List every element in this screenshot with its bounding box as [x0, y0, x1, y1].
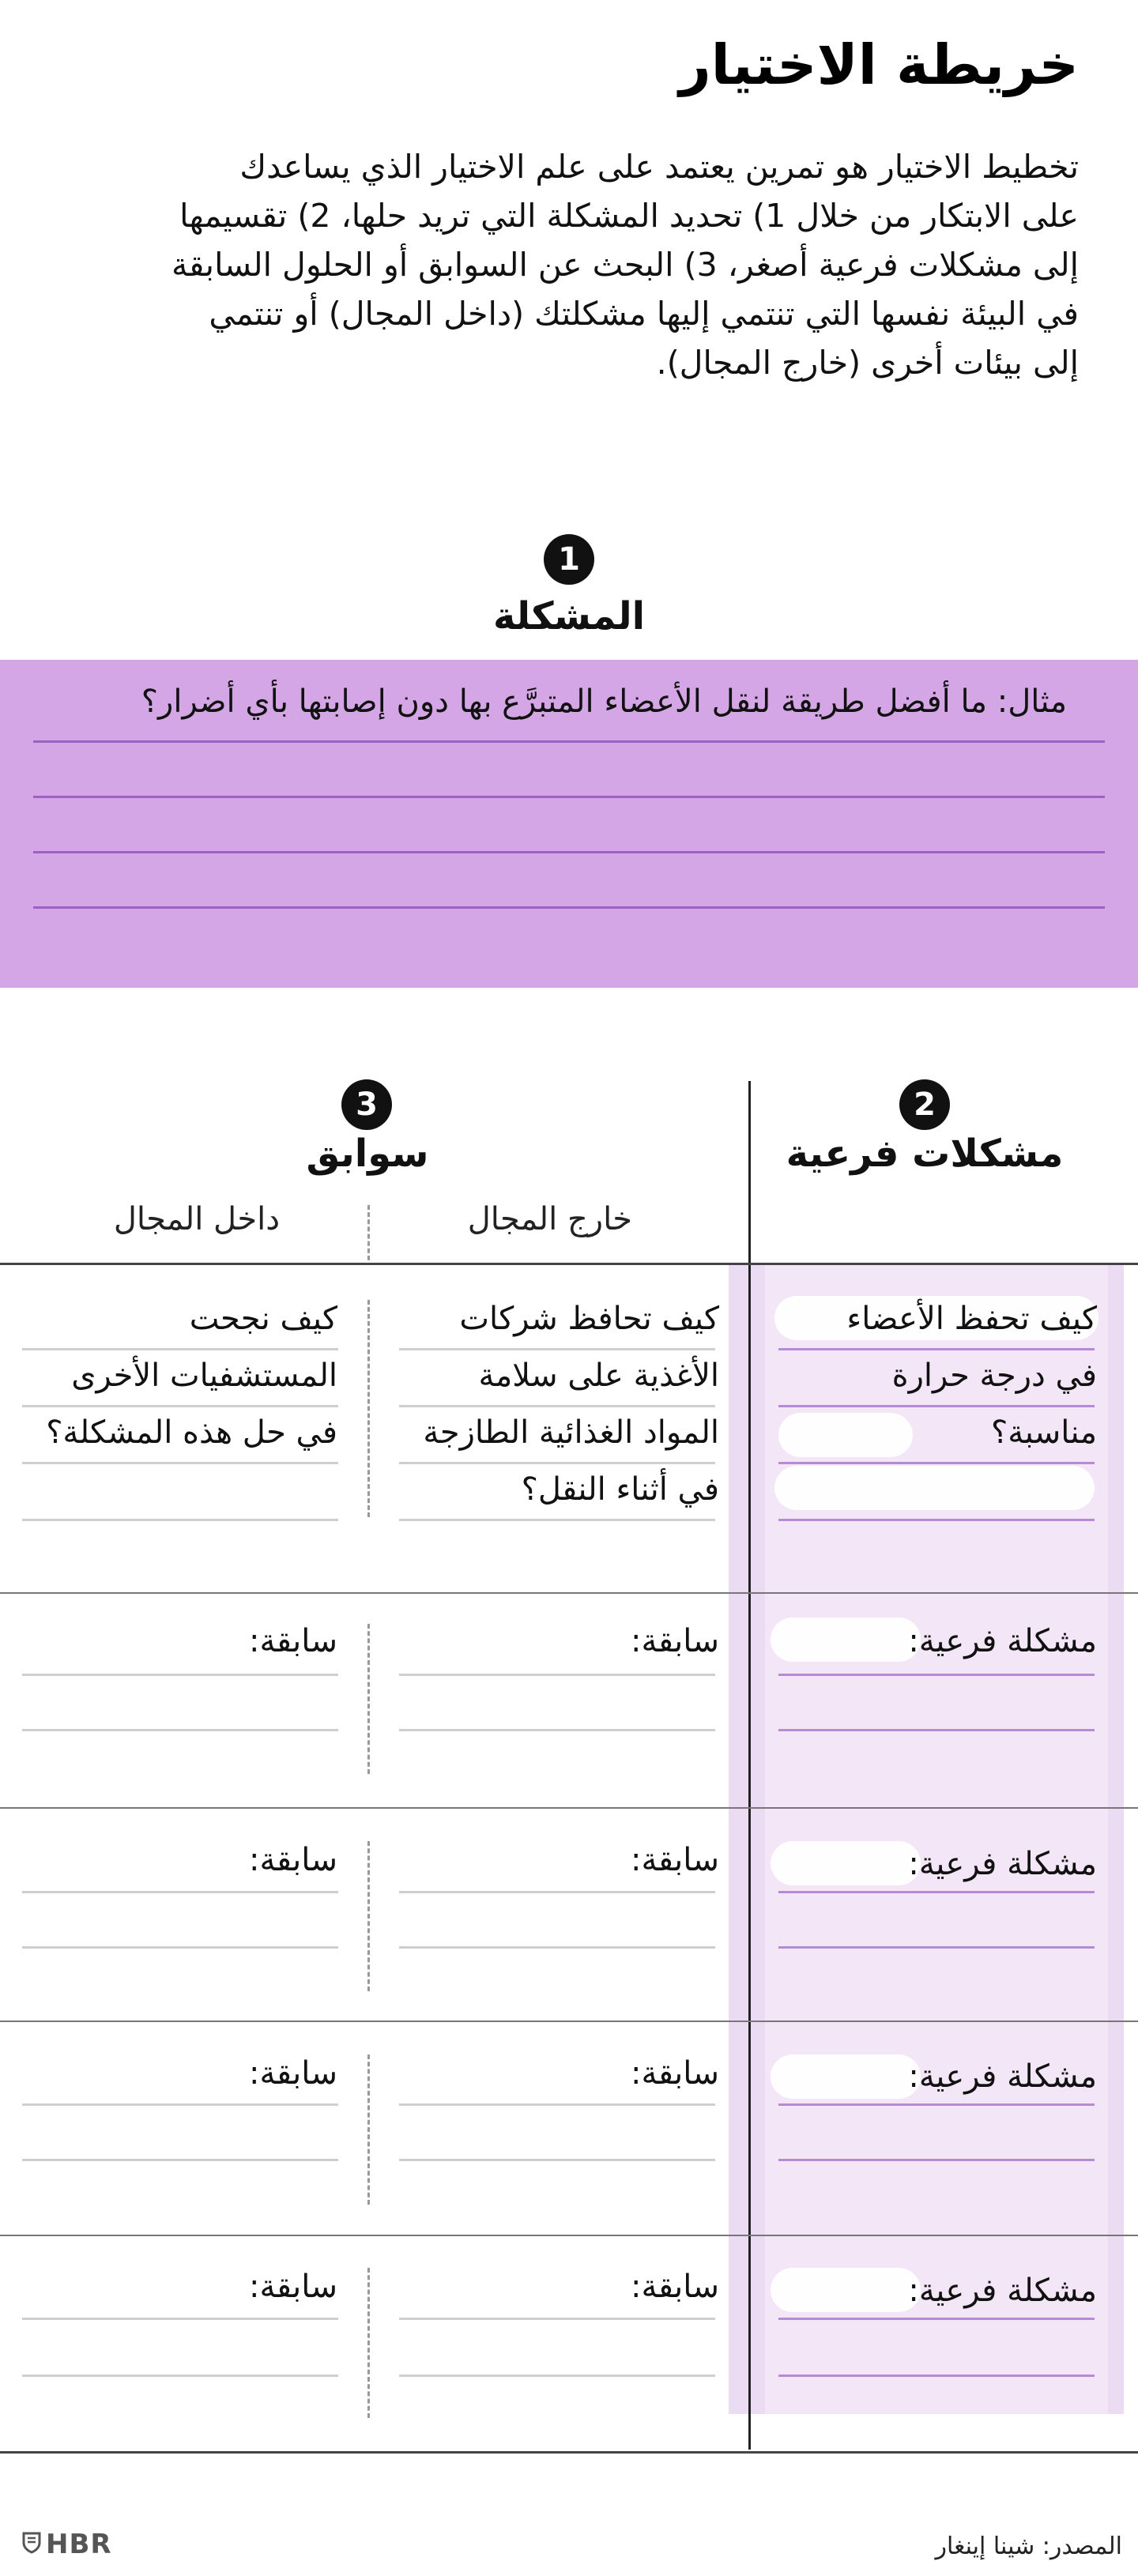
write-line[interactable]: [22, 2375, 338, 2377]
row-separator: [0, 1807, 1138, 1809]
subproblem-label: مشكلة فرعية:: [908, 1846, 1097, 1882]
write-line[interactable]: [778, 2159, 1095, 2161]
write-line[interactable]: [778, 1674, 1095, 1676]
step-2-number-icon: 2: [899, 1079, 950, 1130]
inside-precedent-label: سابقة:: [249, 2055, 337, 2092]
intro-line: إلى بيئات أخرى (خارج المجال).: [656, 344, 1079, 382]
outside-precedent-label: سابقة:: [631, 2269, 719, 2305]
example-subproblem-line: في درجة حرارة: [891, 1358, 1097, 1394]
write-line[interactable]: [22, 1891, 338, 1893]
inside-precedent-label: سابقة:: [249, 1623, 337, 1659]
write-line[interactable]: [399, 1462, 715, 1464]
problem-section: [0, 660, 1138, 988]
inside-domain-header: داخل المجال: [113, 1201, 280, 1237]
write-line[interactable]: [778, 2375, 1095, 2377]
write-line[interactable]: [399, 1405, 715, 1407]
highlight-blob: [771, 1618, 921, 1662]
write-line[interactable]: [778, 1348, 1095, 1350]
write-line[interactable]: [399, 1674, 715, 1676]
write-line[interactable]: [399, 1729, 715, 1731]
write-line[interactable]: [399, 2375, 715, 2377]
write-line[interactable]: [778, 1462, 1095, 1464]
subproblem-label: مشكلة فرعية:: [908, 2273, 1097, 2309]
inside-precedent-label: سابقة:: [249, 2269, 337, 2305]
write-line[interactable]: [399, 1891, 715, 1893]
highlight-blob: [771, 1841, 921, 1885]
write-line[interactable]: [778, 1405, 1095, 1407]
example-subproblem: [846, 1290, 1097, 1461]
page-title: خريطة الاختيار: [679, 32, 1079, 97]
column-divider-dashed: [367, 1300, 370, 1517]
brand-name: HBR: [46, 2529, 112, 2560]
intro-line: تخطيط الاختيار هو تمرين يعتمد على علم الاختيار الذي يساعدك: [239, 148, 1079, 186]
table-header-separator: [0, 1263, 1138, 1265]
example-subproblem-line: كيف تحفظ الأعضاء: [846, 1301, 1097, 1337]
highlight-blob: [771, 2268, 921, 2312]
source-credit: المصدر: شينا إينغار: [935, 2533, 1122, 2560]
write-line[interactable]: [22, 1729, 338, 1731]
inside-precedent-label: سابقة:: [249, 1842, 337, 1878]
column-divider-dashed: [367, 1205, 370, 1260]
hbr-logo: [22, 2529, 112, 2560]
subproblem-label: مشكلة فرعية:: [908, 1623, 1097, 1659]
write-line[interactable]: [22, 2318, 338, 2320]
column-divider-dashed: [367, 2268, 370, 2418]
write-line[interactable]: [778, 1891, 1095, 1893]
example-inside-line: المستشفيات الأخرى: [71, 1358, 337, 1394]
problem-write-line[interactable]: [33, 851, 1105, 853]
example-outside-precedent: [423, 1290, 719, 1518]
write-line[interactable]: [22, 1348, 338, 1350]
example-inside-precedent: [46, 1290, 337, 1461]
write-line[interactable]: [778, 1729, 1095, 1731]
problem-example: مثال: ما أفضل طريقة لنقل الأعضاء المتبرَّع بها دون إصابتها بأي أضرار؟: [141, 684, 1067, 720]
write-line[interactable]: [399, 1519, 715, 1521]
shield-icon: [22, 2532, 41, 2557]
example-inside-line: في حل هذه المشكلة؟: [46, 1414, 337, 1451]
example-outside-line: المواد الغذائية الطازجة: [423, 1414, 719, 1451]
row-separator: [0, 2021, 1138, 2022]
column-divider-dashed: [367, 2054, 370, 2205]
write-line[interactable]: [399, 1348, 715, 1350]
write-line[interactable]: [22, 1519, 338, 1521]
row-separator: [0, 1592, 1138, 1594]
write-line[interactable]: [22, 1462, 338, 1464]
write-line[interactable]: [399, 2159, 715, 2161]
step-3-number-icon: 3: [341, 1079, 392, 1130]
precedents-heading: سوابق: [306, 1132, 429, 1176]
write-line[interactable]: [778, 1519, 1095, 1521]
write-line[interactable]: [778, 1946, 1095, 1949]
write-line[interactable]: [778, 2103, 1095, 2106]
problem-write-line[interactable]: [33, 906, 1105, 909]
write-line[interactable]: [399, 2318, 715, 2320]
intro-paragraph: [83, 142, 1079, 387]
example-outside-line: كيف تحافظ شركات: [459, 1301, 719, 1337]
write-line[interactable]: [778, 2318, 1095, 2320]
example-outside-line: الأغذية على سلامة: [478, 1358, 719, 1394]
problem-write-line[interactable]: [33, 740, 1105, 743]
write-line[interactable]: [22, 2103, 338, 2106]
subproblems-heading: مشكلات فرعية: [786, 1132, 1064, 1176]
intro-line: على الابتكار من خلال 1) تحديد المشكلة التي تريد حلها، 2) تقسيمها: [179, 197, 1079, 235]
column-divider-dashed: [367, 1841, 370, 1991]
table-bottom-border: [0, 2451, 1138, 2454]
row-separator: [0, 2235, 1138, 2236]
step-1-number-icon: 1: [544, 534, 594, 585]
highlight-blob: [771, 2054, 921, 2099]
write-line[interactable]: [22, 1674, 338, 1676]
intro-line: إلى مشكلات فرعية أصغر، 3) البحث عن السوابق أو الحلول السابقة: [171, 246, 1079, 284]
intro-line: في البيئة نفسها التي تنتمي إليها مشكلتك (داخل المجال) أو تنتمي: [209, 295, 1079, 333]
write-line[interactable]: [399, 2103, 715, 2106]
example-outside-line: في أثناء النقل؟: [521, 1471, 719, 1508]
subproblem-label: مشكلة فرعية:: [908, 2058, 1097, 2095]
write-line[interactable]: [22, 2159, 338, 2161]
problem-write-line[interactable]: [33, 796, 1105, 798]
outside-precedent-label: سابقة:: [631, 1842, 719, 1878]
write-line[interactable]: [22, 1946, 338, 1949]
outside-domain-header: خارج المجال: [467, 1201, 632, 1237]
example-inside-line: كيف نجحت: [189, 1301, 337, 1337]
problem-heading: المشكلة: [492, 594, 646, 638]
outside-precedent-label: سابقة:: [631, 2055, 719, 2092]
highlight-blob: [774, 1466, 1095, 1510]
write-line[interactable]: [399, 1946, 715, 1949]
outside-precedent-label: سابقة:: [631, 1623, 719, 1659]
write-line[interactable]: [22, 1405, 338, 1407]
example-subproblem-line: مناسبة؟: [991, 1414, 1097, 1451]
column-divider-dashed: [367, 1624, 370, 1774]
column-divider: [748, 1081, 751, 2450]
